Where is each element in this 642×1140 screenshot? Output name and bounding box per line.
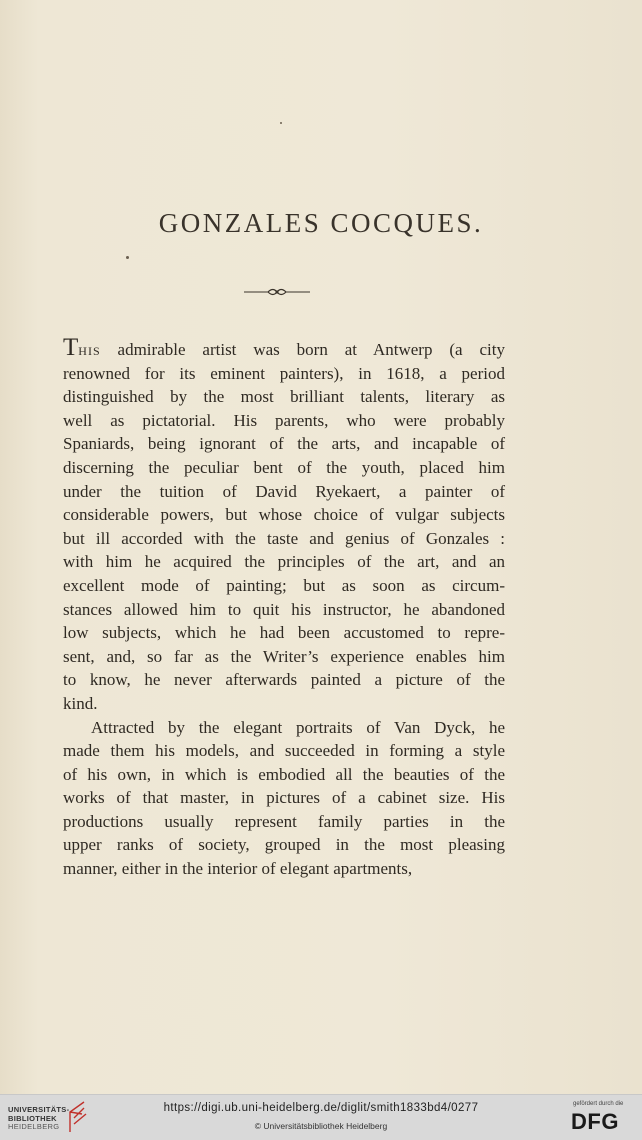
- text-line: to know, he never afterwards painted a picture of the: [63, 670, 505, 690]
- text-line: [63, 335, 505, 362]
- text-line-rest: admirable artist was born at Antwerp (a city: [100, 340, 505, 359]
- text-line: distinguished by the most brilliant talents, literary as: [63, 387, 505, 407]
- text-line: well as pictatorial. His parents, who were probably: [63, 410, 505, 430]
- text-line: under the tuition of David Ryekaert, a painter of: [63, 481, 505, 501]
- body-text: [63, 335, 505, 881]
- text-line: works of that master, in pictures of a cabinet size. His: [63, 788, 505, 808]
- text-line: Attracted by the elegant portraits of Van Dyck, he: [91, 717, 505, 737]
- text-line: considerable powers, but whose choice of vulgar subjects: [63, 505, 505, 525]
- text-line: but ill accorded with the taste and genius of Gonzales :: [63, 528, 505, 548]
- logo-line: UNIVERSITÄTS-: [8, 1105, 70, 1114]
- text-line: excellent mode of painting; but as soon as circum-: [63, 575, 505, 595]
- footer-bar: [0, 1094, 642, 1140]
- page-heading: GONZALES COCQUES.: [158, 208, 484, 238]
- text-line: discerning the peculiar bent of the youth, placed him: [63, 457, 505, 477]
- text-line: kind.: [63, 693, 98, 713]
- drop-cap: T: [63, 334, 79, 361]
- text-line: upper ranks of society, grouped in the most pleasing: [63, 835, 505, 855]
- text-line: made them his models, and succeeded in forming a style: [63, 741, 505, 761]
- logo-line: HEIDELBERG: [8, 1122, 60, 1131]
- text-line: productions usually represent family parties in the: [63, 811, 505, 831]
- ornament-divider-icon: [244, 285, 310, 299]
- paper-speck: [126, 256, 129, 259]
- sponsor-caption: gefördert durch die: [573, 1101, 624, 1107]
- logo-line: BIBLIOTHEK: [8, 1113, 57, 1123]
- paragraph: [63, 335, 505, 716]
- text-line: Spaniards, being ignorant of the arts, and incapable of: [63, 434, 505, 454]
- paper-speck: [280, 122, 282, 124]
- small-caps-word: his: [78, 340, 101, 359]
- text-line: of his own, in which is embodied all the beauties of the: [63, 764, 505, 784]
- dfg-logo: DFG: [571, 1109, 619, 1134]
- text-line: with him he acquired the principles of the art, and an: [63, 552, 505, 572]
- text-line: stances allowed him to quit his instructor, he abandoned: [63, 599, 505, 619]
- text-line: low subjects, which he had been accustomed to repre-: [63, 623, 505, 643]
- permalink-url[interactable]: https://digi.ub.uni-heidelberg.de/diglit/smith1833bd4/0277: [163, 1102, 479, 1114]
- text-line: renowned for its eminent painters), in 1618, a period: [63, 363, 505, 383]
- text-line: sent, and, so far as the Writer’s experience enables him: [63, 646, 505, 666]
- copyright-text: © Universitätsbibliothek Heidelberg: [254, 1121, 388, 1131]
- text-line: manner, either in the interior of elegant apartments,: [63, 859, 413, 879]
- paragraph: [63, 716, 505, 881]
